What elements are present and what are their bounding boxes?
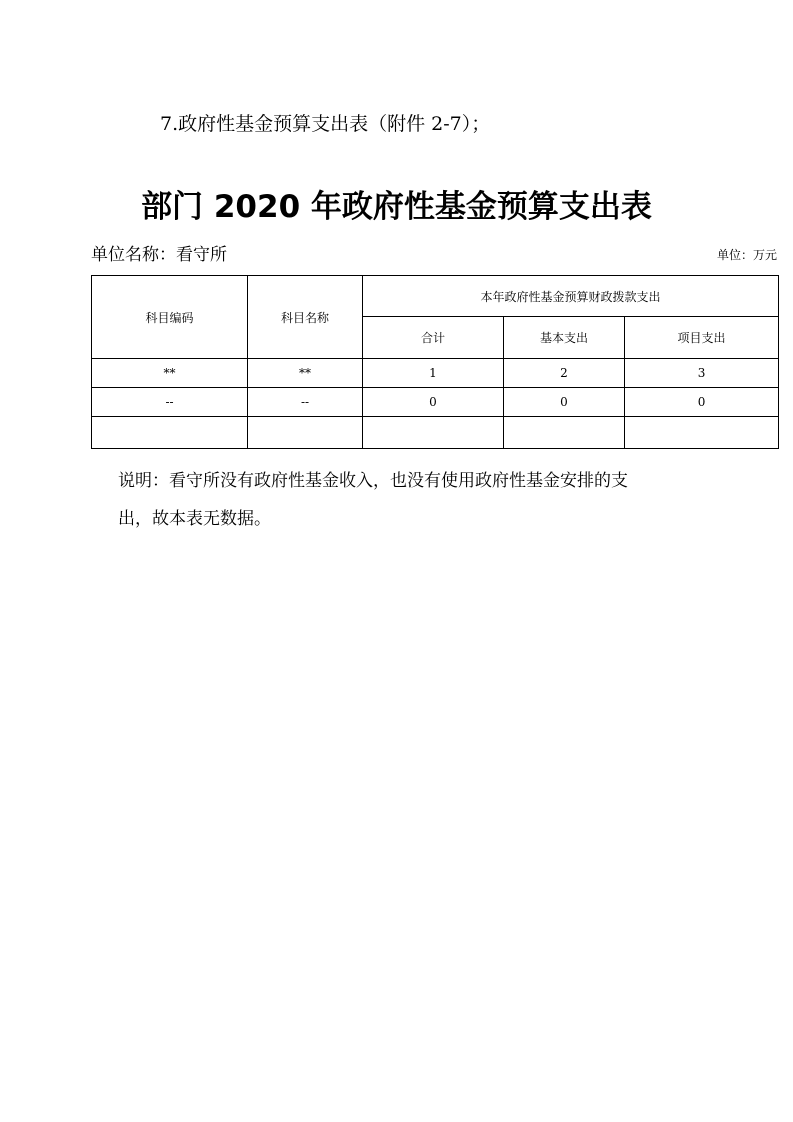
table-cell: -- bbox=[92, 388, 248, 417]
table-cell: ** bbox=[92, 359, 248, 388]
unit-label: 单位：万元 bbox=[716, 248, 777, 262]
column-header-basic: 基本支出 bbox=[504, 317, 625, 359]
page-title: 部门 2020 年政府性基金预算支出表 bbox=[141, 189, 652, 225]
table-cell: 0 bbox=[363, 388, 504, 417]
column-header-code: 科目编码 bbox=[92, 276, 248, 359]
table-cell bbox=[248, 417, 363, 449]
column-group-header: 本年政府性基金预算财政拨款支出 bbox=[363, 276, 779, 317]
column-header-total: 合计 bbox=[363, 317, 504, 359]
table-cell bbox=[92, 417, 248, 449]
table-cell: ** bbox=[248, 359, 363, 388]
table-cell: 0 bbox=[504, 388, 625, 417]
budget-table bbox=[91, 275, 779, 449]
table-cell bbox=[504, 417, 625, 449]
table-cell: 2 bbox=[504, 359, 625, 388]
table-cell: -- bbox=[248, 388, 363, 417]
table-cell: 3 bbox=[625, 359, 779, 388]
table-row bbox=[92, 359, 779, 388]
table-cell: 1 bbox=[363, 359, 504, 388]
column-header-project: 项目支出 bbox=[625, 317, 779, 359]
section-heading: 7.政府性基金预算支出表（附件 2-7）； bbox=[160, 113, 491, 135]
table-cell bbox=[625, 417, 779, 449]
table-cell bbox=[363, 417, 504, 449]
table-header-row bbox=[92, 276, 779, 317]
note-line: 出，故本表无数据。 bbox=[118, 509, 271, 529]
table-cell: 0 bbox=[625, 388, 779, 417]
table-row bbox=[92, 417, 779, 449]
note-line: 说明：看守所没有政府性基金收入，也没有使用政府性基金安排的支 bbox=[118, 471, 628, 491]
unit-name: 单位名称：看守所 bbox=[91, 245, 227, 265]
table-row bbox=[92, 388, 779, 417]
column-header-name: 科目名称 bbox=[248, 276, 363, 359]
explanatory-note bbox=[118, 462, 698, 538]
